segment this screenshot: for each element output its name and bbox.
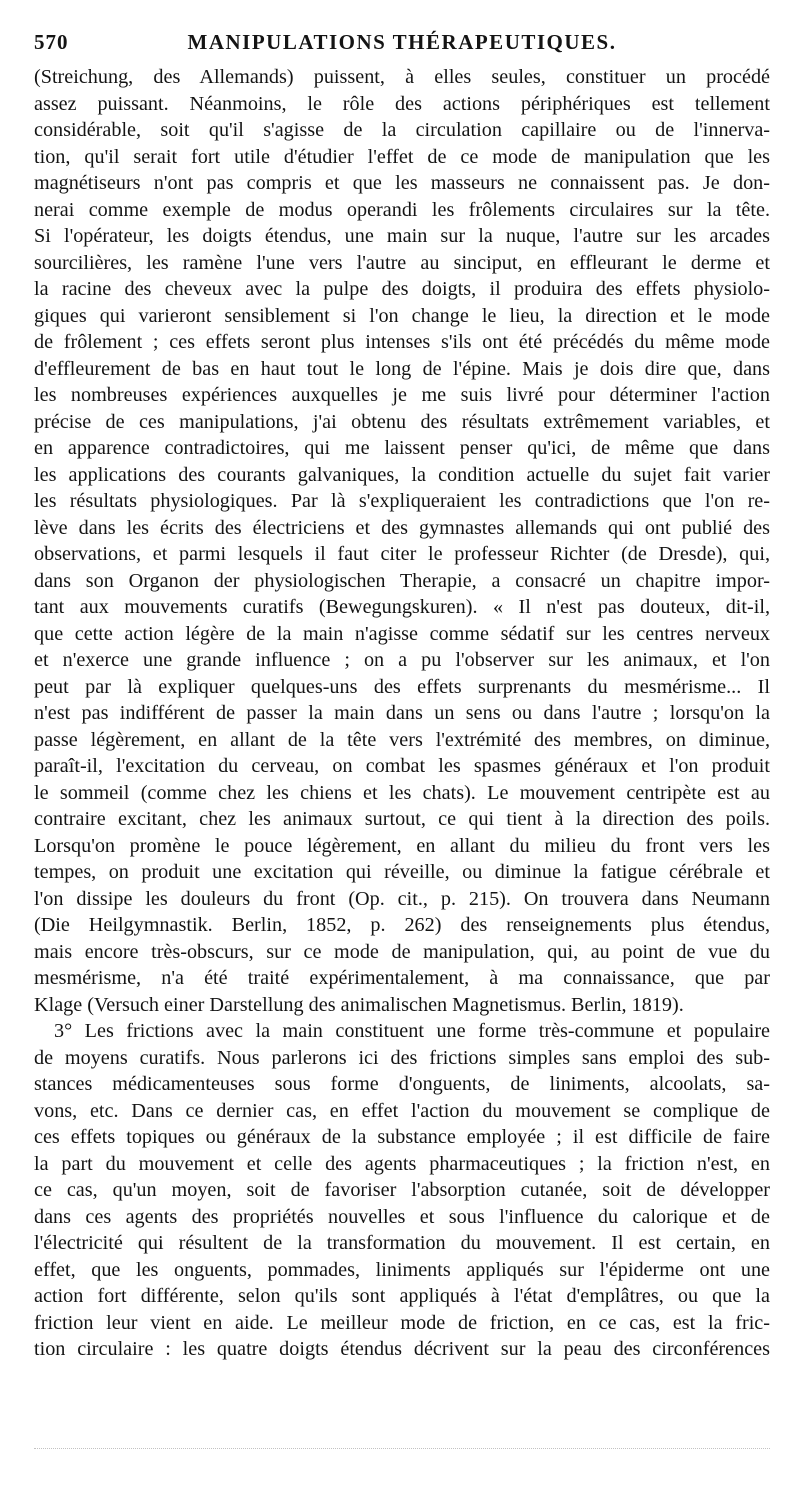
text-line: les applications des courants galvaniques, la condition actuelle du sujet fait varier [34, 463, 770, 486]
text-line: ces effets topiques ou généraux de la substance employée ; il est difficile de faire [34, 1126, 770, 1148]
text-line: que cette action légère de la main n'agisse comme sédatif sur les centres nerveux [34, 622, 770, 645]
text-line: ce cas, qu'un moyen, soit de favoriser l'absorption cutanée, soit de développer [34, 1179, 770, 1201]
text-line: vons, etc. Dans ce dernier cas, en effet l'action du mouvement se complique de [34, 1099, 770, 1122]
text-line: et n'exerce une grande influence ; on a pu l'observer sur les animaux, et l'on [34, 649, 770, 671]
text-line: dans son Organon der physiologischen Therapie, a consacré un chapitre impor- [34, 569, 770, 592]
bottom-rule [34, 1448, 770, 1449]
text-line: le sommeil (comme chez les chiens et les chats). Le mouvement centripète est au [34, 781, 770, 804]
text-line: tion, qu'il serait fort utile d'étudier l'effet de ce mode de manipulation que les [34, 145, 770, 168]
text-line: d'effleurement de bas en haut tout le long de l'épine. Mais je dois dire que, dans [34, 357, 770, 380]
text-line: les nombreuses expériences auxquelles je me suis livré pour déterminer l'action [34, 384, 770, 406]
body-text [34, 64, 770, 1363]
text-line: nerai comme exemple de modus operandi les frôlements circulaires sur la tête. [34, 198, 770, 221]
text-line: tempes, on produit une excitation qui réveille, ou diminue la fatigue cérébrale et [34, 861, 770, 883]
text-line: paraît-il, l'excitation du cerveau, on combat les spasmes généraux et l'on produit [34, 755, 770, 777]
text-line: tion circulaire : les quatre doigts étendus décrivent sur la peau des circonférences [34, 1338, 770, 1360]
text-line: 3° Les frictions avec la main constituent une forme très-commune et populaire [54, 1020, 770, 1042]
text-line: n'est pas indifférent de passer la main dans un sens ou dans l'autre ; lorsqu'on la [34, 702, 770, 724]
text-line: sourcilières, les ramène l'une vers l'autre au sinciput, en effleurant le derme et [34, 251, 770, 274]
text-line: effet, que les onguents, pommades, liniments appliqués sur l'épiderme ont une [34, 1258, 770, 1281]
text-line: la part du mouvement et celle des agents pharmaceutiques ; la friction n'est, en [34, 1152, 770, 1175]
text-line: action fort différente, selon qu'ils sont appliqués à l'état d'emplâtres, ou que la [34, 1285, 770, 1307]
page-number: 570 [34, 30, 69, 54]
text-line: les résultats physiologiques. Par là s'expliqueraient les contradictions que l'on re- [34, 490, 770, 512]
text-line: Klage (Versuch einer Darstellung des animalischen Magnetismus. Berlin, 1819). [34, 993, 684, 1016]
text-line: Lorsqu'on promène le pouce légèrement, en allant du milieu du front vers les [34, 834, 770, 857]
text-line: la racine des cheveux avec la pulpe des doigts, il produira des effets physiolo- [34, 278, 770, 300]
book-page [34, 30, 770, 1363]
text-line: dans ces agents des propriétés nouvelles et sous l'influence du calorique et de [34, 1205, 770, 1228]
text-line: de frôlement ; ces effets seront plus intenses s'ils ont été précédés du même mode [34, 331, 770, 353]
text-line: mesmérisme, n'a été traité expérimentalement, à ma connaissance, que par [34, 967, 770, 989]
text-line: lève dans les écrits des électriciens et des gymnastes allemands qui ont publié des [34, 516, 770, 539]
text-line: contraire excitant, chez les animaux surtout, ce qui tient à la direction des poils. [34, 808, 770, 830]
text-line: de moyens curatifs. Nous parlerons ici des frictions simples sans emploi des sub- [34, 1046, 770, 1069]
text-line: (Streichung, des Allemands) puissent, à elles seules, constituer un procédé [34, 66, 770, 88]
text-line: l'électricité qui résultent de la transformation du mouvement. Il est certain, en [34, 1232, 770, 1254]
running-head [34, 30, 770, 58]
text-line: en apparence contradictoires, qui me laissent penser qu'ici, de même que dans [34, 437, 770, 459]
text-line: précise de ces manipulations, j'ai obtenu des résultats extrêmement variables, et [34, 410, 770, 433]
text-line: tant aux mouvements curatifs (Bewegungskuren). « Il n'est pas douteux, dit-il, [34, 596, 770, 618]
text-line: assez puissant. Néanmoins, le rôle des actions périphériques est tellement [34, 92, 770, 115]
text-line: (Die Heilgymnastik. Berlin, 1852, p. 262) des renseignements plus étendus, [34, 914, 770, 936]
text-line: magnétiseurs n'ont pas compris et que les masseurs ne connaissent pas. Je don- [34, 172, 770, 194]
text-line: considérable, soit qu'il s'agisse de la circulation capillaire ou de l'innerva- [34, 119, 770, 141]
text-line: passe légèrement, en allant de la tête vers l'extrémité des membres, on diminue, [34, 728, 770, 751]
text-line: Si l'opérateur, les doigts étendus, une main sur la nuque, l'autre sur les arcades [34, 225, 770, 247]
running-title: MANIPULATIONS THÉRAPEUTIQUES. [187, 30, 617, 54]
text-line: friction leur vient en aide. Le meilleur mode de friction, en ce cas, est la fric- [34, 1311, 770, 1334]
text-line: mais encore très-obscurs, sur ce mode de manipulation, qui, au point de vue du [34, 940, 770, 963]
text-line: peut par là expliquer quelques-uns des effets surprenants du mesmérisme... Il [34, 675, 770, 698]
text-line: observations, et parmi lesquels il faut citer le professeur Richter (de Dresde), qui, [34, 543, 770, 565]
text-line: giques qui varieront sensiblement si l'on change le lieu, la direction et le mode [34, 304, 770, 327]
text-line: l'on dissipe les douleurs du front (Op. cit., p. 215). On trouvera dans Neumann [34, 887, 770, 910]
text-line: stances médicamenteuses sous forme d'onguents, de liniments, alcoolats, sa- [34, 1073, 770, 1095]
